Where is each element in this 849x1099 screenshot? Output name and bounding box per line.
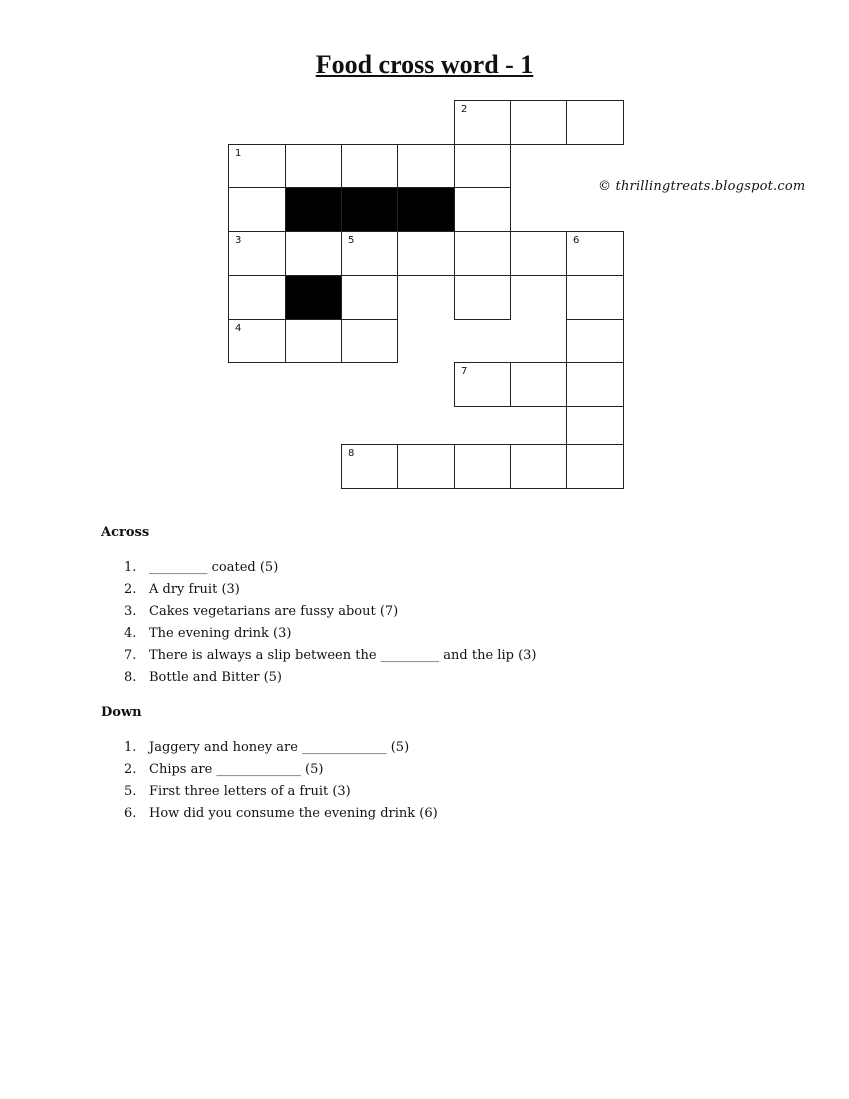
crossword-cell[interactable] (454, 100, 511, 145)
crossword-cell[interactable] (510, 231, 567, 276)
down-clue: 6. How did you consume the evening drink (6) (124, 806, 438, 821)
crossword-cell[interactable] (510, 444, 567, 489)
crossword-cell[interactable] (397, 444, 455, 489)
down-heading: Down (101, 705, 142, 720)
crossword-cell[interactable] (454, 187, 511, 232)
cell-number: 6 (573, 235, 580, 246)
across-clue: 1. _________ coated (5) (124, 560, 279, 575)
crossword-cell[interactable] (454, 362, 511, 407)
crossword-cell[interactable] (566, 362, 624, 407)
down-clue-list (124, 737, 438, 825)
across-clue: 7. There is always a slip between the _________ and the lip (3) (124, 648, 537, 663)
crossword-cell[interactable] (566, 444, 624, 489)
crossword-black-cell (285, 275, 342, 320)
cell-number: 8 (348, 448, 355, 459)
crossword-cell[interactable] (397, 231, 455, 276)
cell-number: 3 (235, 235, 242, 246)
watermark: © thrillingtreats.blogspot.com (598, 179, 806, 194)
crossword-black-cell (341, 187, 398, 232)
down-clue: 2. Chips are _____________ (5) (124, 762, 324, 777)
crossword-cell[interactable] (454, 144, 511, 188)
crossword-cell[interactable] (341, 319, 398, 363)
crossword-cell[interactable] (566, 100, 624, 145)
crossword-cell[interactable] (454, 444, 511, 489)
crossword-cell[interactable] (566, 406, 624, 445)
cell-number: 2 (461, 104, 468, 115)
cell-number: 4 (235, 323, 242, 334)
cell-number: 5 (348, 235, 355, 246)
across-clue: 8. Bottle and Bitter (5) (124, 670, 283, 685)
crossword-cell[interactable] (285, 319, 342, 363)
crossword-cell[interactable] (341, 275, 398, 320)
crossword-cell[interactable] (228, 144, 286, 188)
crossword-black-cell (397, 187, 455, 232)
crossword-cell[interactable] (566, 231, 624, 276)
crossword-cell[interactable] (228, 319, 286, 363)
crossword-cell[interactable] (285, 231, 342, 276)
crossword-cell[interactable] (454, 275, 511, 320)
crossword-cell[interactable] (341, 231, 398, 276)
cell-number: 7 (461, 366, 468, 377)
crossword-cell[interactable] (454, 231, 511, 276)
crossword-cell[interactable] (228, 187, 286, 232)
crossword-cell[interactable] (566, 275, 624, 320)
crossword-cell[interactable] (228, 231, 286, 276)
down-clue: 1. Jaggery and honey are _____________ (5) (124, 740, 410, 755)
crossword-black-cell (285, 187, 342, 232)
crossword-cell[interactable] (341, 144, 398, 188)
across-clue-list (124, 557, 537, 689)
cell-number: 1 (235, 148, 242, 159)
page-title: Food cross word - 1 (315, 50, 534, 79)
across-heading: Across (101, 525, 150, 540)
across-clue: 3. Cakes vegetarians are fussy about (7) (124, 604, 399, 619)
crossword-cell[interactable] (510, 362, 567, 407)
crossword-cell[interactable] (285, 144, 342, 188)
crossword-cell[interactable] (397, 144, 455, 188)
crossword-cell[interactable] (566, 319, 624, 363)
crossword-cell[interactable] (510, 100, 567, 145)
across-clue: 4. The evening drink (3) (124, 626, 292, 641)
across-clue: 2. A dry fruit (3) (124, 582, 240, 597)
crossword-cell[interactable] (228, 275, 286, 320)
crossword-cell[interactable] (341, 444, 398, 489)
down-clue: 5. First three letters of a fruit (3) (124, 784, 351, 799)
